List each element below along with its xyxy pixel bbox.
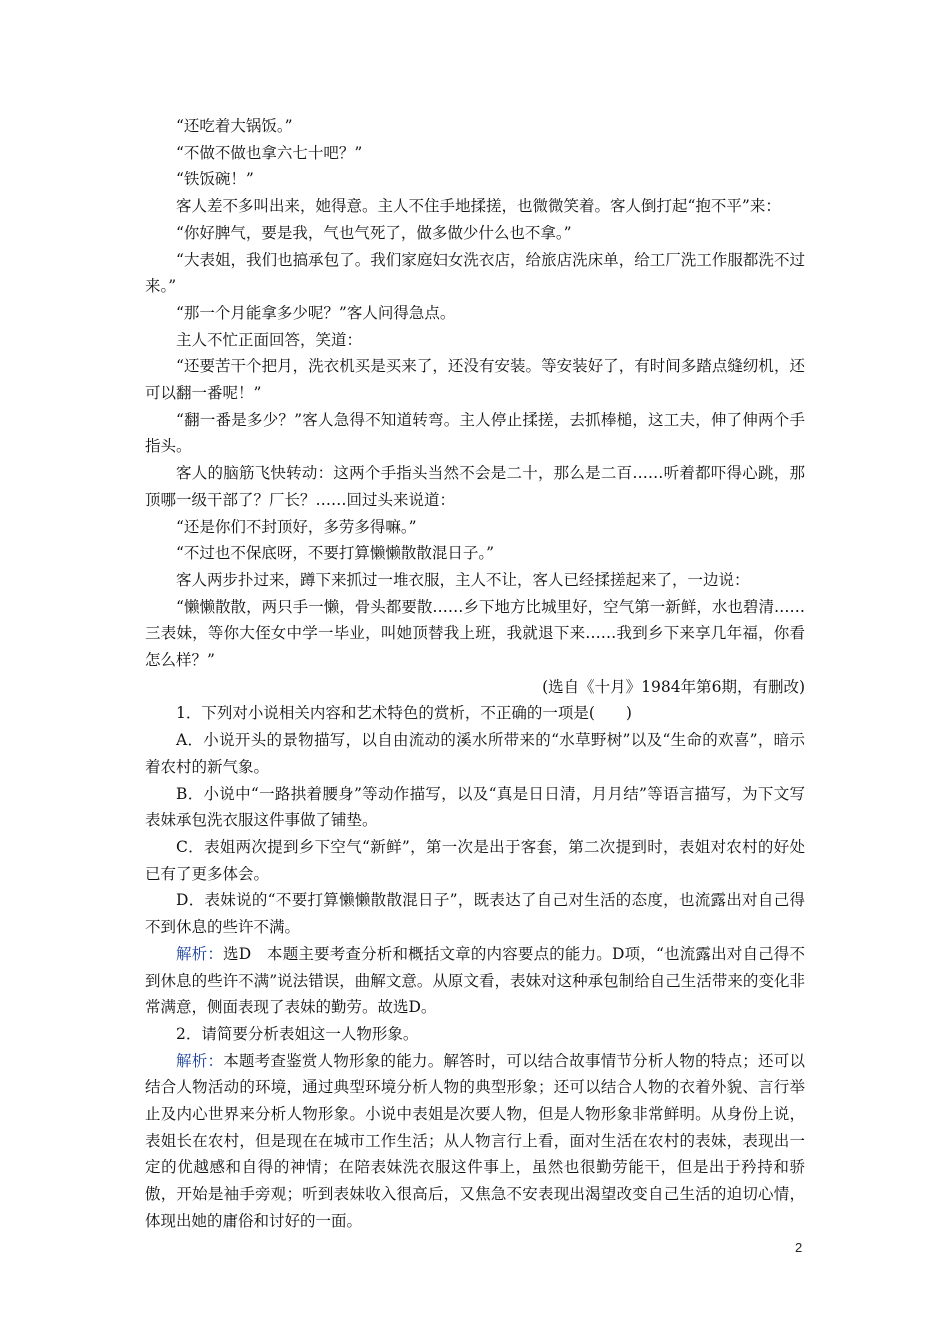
story-paragraph: “你好脾气，要是我，气也气死了，做多做少什么也不拿。” [176, 223, 572, 242]
story-paragraph: “那一个月能拿多少呢？”客人问得急点。 [176, 303, 456, 322]
question-1-analysis [145, 941, 805, 1021]
question-1-option-a: A．小说开头的景物描写，以自由流动的溪水所带来的“水草野树”以及“生命的欢喜”，暗示着农村的新气象。 [145, 731, 805, 776]
question-1-option-b: B．小说中“一路拱着腰身”等动作描写，以及“真是日日清，月月结”等语言描写，为下文写表妹承包洗衣服这件事做了铺垫。 [145, 784, 805, 830]
analysis-label: 解析： [176, 944, 224, 963]
question-1-option-d: D．表妹说的“不要打算懒懒散散混日子”，既表达了自己对生活的态度，也流露出对自己得不到休息的些许不满。 [145, 891, 805, 937]
story-paragraph: “大表姐，我们也搞承包了。我们家庭妇女洗衣店，给旅店洗床单，给工厂洗工作服都洗不过来。” [145, 250, 805, 296]
story-paragraph: “还要苦干个把月，洗衣机买是买来了，还没有安装。等安装好了，有时间多踏点缝纫机，还可以翻一番呢！” [145, 357, 805, 403]
question-1-option-c: C．表姐两次提到乡下空气“新鲜”，第一次是出于客套，第二次提到时，表姐对农村的好处已有了更多体会。 [145, 837, 805, 883]
story-paragraph: “翻一番是多少？”客人急得不知道转弯。主人停止揉搓，去抓棒槌，这工夫，伸了伸两个手指头。 [145, 410, 805, 456]
analysis-label: 解析： [176, 1051, 224, 1070]
document-page [145, 113, 805, 1235]
story-paragraph: “铁饭碗！” [176, 170, 254, 189]
story-paragraph: 客人两步扑过来，蹲下来抓过一堆衣服，主人不让，客人已经揉搓起来了，一边说： [176, 570, 750, 589]
story-paragraph: 客人的脑筋飞快转动：这两个手指头当然不会是二十，那么是二百……听着都吓得心跳，那顶哪一级干部了？厂长？……回过头来说道： [145, 464, 805, 509]
analysis-text: 选D 本题主要考查分析和概括文章的内容要点的能力。D项，“也流露出对自己得不到休息的些许不满”说法错误，曲解文意。从原文看，表妹对这种承包制给自己生活带来的变化非常满意，侧面表现了表妹的勤劳。故选D。 [145, 944, 805, 1017]
story-paragraph: “还是你们不封顶好，多劳多得嘛。” [176, 517, 417, 536]
story-paragraph: “不做不做也拿六七十吧？” [176, 143, 363, 162]
story-paragraph: “懒懒散散，两只手一懒，骨头都要散……乡下地方比城里好，空气第一新鲜，水也碧清……三表妹，等你大侄女中学一毕业，叫她顶替我上班，我就退下来……我到乡下来享几年福，你看怎么样？” [145, 597, 805, 670]
story-paragraph: 主人不忙正面回答，笑道： [176, 330, 363, 349]
analysis-text: 本题考查鉴赏人物形象的能力。解答时，可以结合故事情节分析人物的特点；还可以结合人物活动的环境，通过典型环境分析人物的典型形象；还可以结合人物的衣着外貌、言行举止及内心世界来分析人物形象。小说中表姐是次要人物，但是人物形象非常鲜明。从身份上说，表姐长在农村，但是现在在城市工作生活；从人物言行上看，面对生活在农村的表妹，表现出一定的优越感和自得的神情；在陪表妹洗衣服这件事上，虽然也很勤劳能干，但是出于矜持和骄傲，开始是袖手旁观；听到表妹收入很高后，又焦急不安表现出渴望改变自己生活的迫切心情，体现出她的庸俗和讨好的一面。 [145, 1051, 805, 1230]
story-paragraph: “不过也不保底呀，不要打算懒懒散散混日子。” [176, 544, 495, 563]
question-1-stem: 1．下列对小说相关内容和艺术特色的赏析，不正确的一项是( ) [176, 704, 632, 723]
story-paragraph: 客人差不多叫出来，她得意。主人不住手地揉搓，也微微笑着。客人倒打起“抱不平”来： [176, 197, 781, 216]
question-2-analysis [145, 1048, 805, 1235]
question-2-stem: 2．请简要分析表姐这一人物形象。 [176, 1024, 419, 1043]
page-number: 2 [795, 1240, 803, 1255]
story-paragraph: “还吃着大锅饭。” [176, 117, 293, 135]
source-citation: (选自《十月》1984年第6期，有删改) [542, 677, 805, 696]
